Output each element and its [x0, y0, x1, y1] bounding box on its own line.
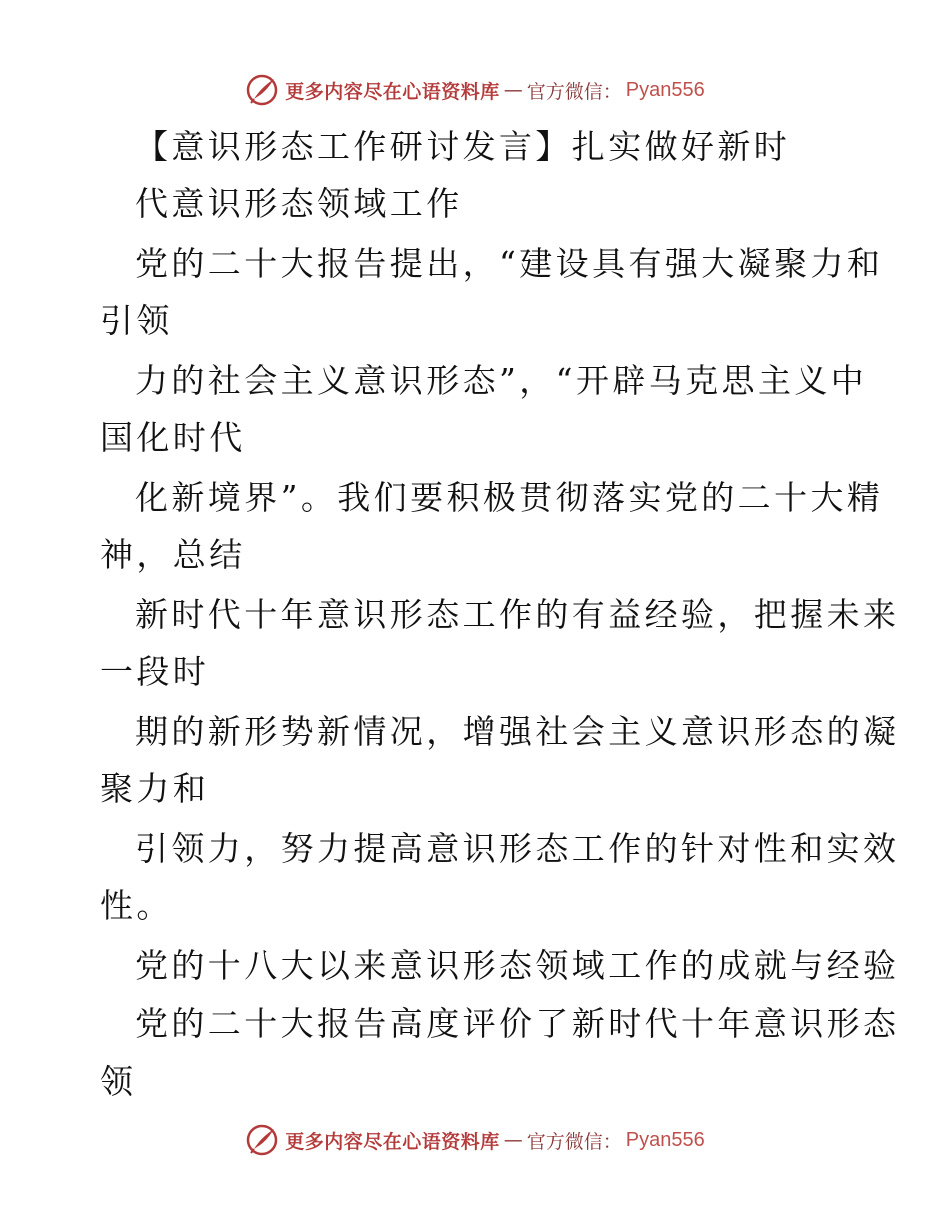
banner-contact-id: Pyan556 — [625, 1128, 705, 1151]
text-line: 新时代十年意识形态工作的有益经验，把握未来 — [135, 595, 900, 634]
banner-contact-label: 官方微信： — [526, 80, 622, 103]
section-heading-line: 党的十八大以来意识形态领域工作的成就与经验 — [135, 946, 900, 985]
text-line: 党的二十大报告提出，“建设具有强大凝聚力和 — [135, 244, 884, 283]
text-line: 国化时代 — [100, 418, 246, 457]
text-line: 期的新形势新情况，增强社会主义意识形态的凝 — [135, 712, 900, 751]
document-title-line-1: 【意识形态工作研讨发言】扎实做好新时 — [135, 127, 791, 166]
text-line: 党的二十大报告高度评价了新时代十年意识形态 — [135, 1004, 900, 1043]
quill-logo-icon — [245, 1123, 279, 1157]
banner-brand-text: 更多内容尽在心语资料库 — [285, 80, 500, 103]
text-line: 聚力和 — [100, 769, 210, 808]
document-title-line-2: 代意识形态领域工作 — [135, 184, 463, 223]
text-line: 性。 — [100, 886, 173, 925]
text-line: 一段时 — [100, 652, 210, 691]
banner-separator: — — [503, 79, 523, 101]
text-line: 神，总结 — [100, 535, 246, 574]
banner-brand-text: 更多内容尽在心语资料库 — [285, 1130, 500, 1153]
banner-contact-label: 官方微信： — [526, 1130, 622, 1153]
text-line: 引领 — [100, 301, 173, 340]
banner-contact-id: Pyan556 — [625, 78, 705, 101]
text-line: 领 — [100, 1062, 137, 1101]
banner-separator: — — [503, 1129, 523, 1151]
text-line: 引领力，努力提高意识形态工作的针对性和实效 — [135, 829, 900, 868]
text-line: 力的社会主义意识形态”，“开辟马克思主义中 — [135, 361, 868, 400]
footer-banner — [0, 1120, 950, 1160]
text-line: 化新境界”。我们要积极贯彻落实党的二十大精 — [135, 478, 884, 517]
